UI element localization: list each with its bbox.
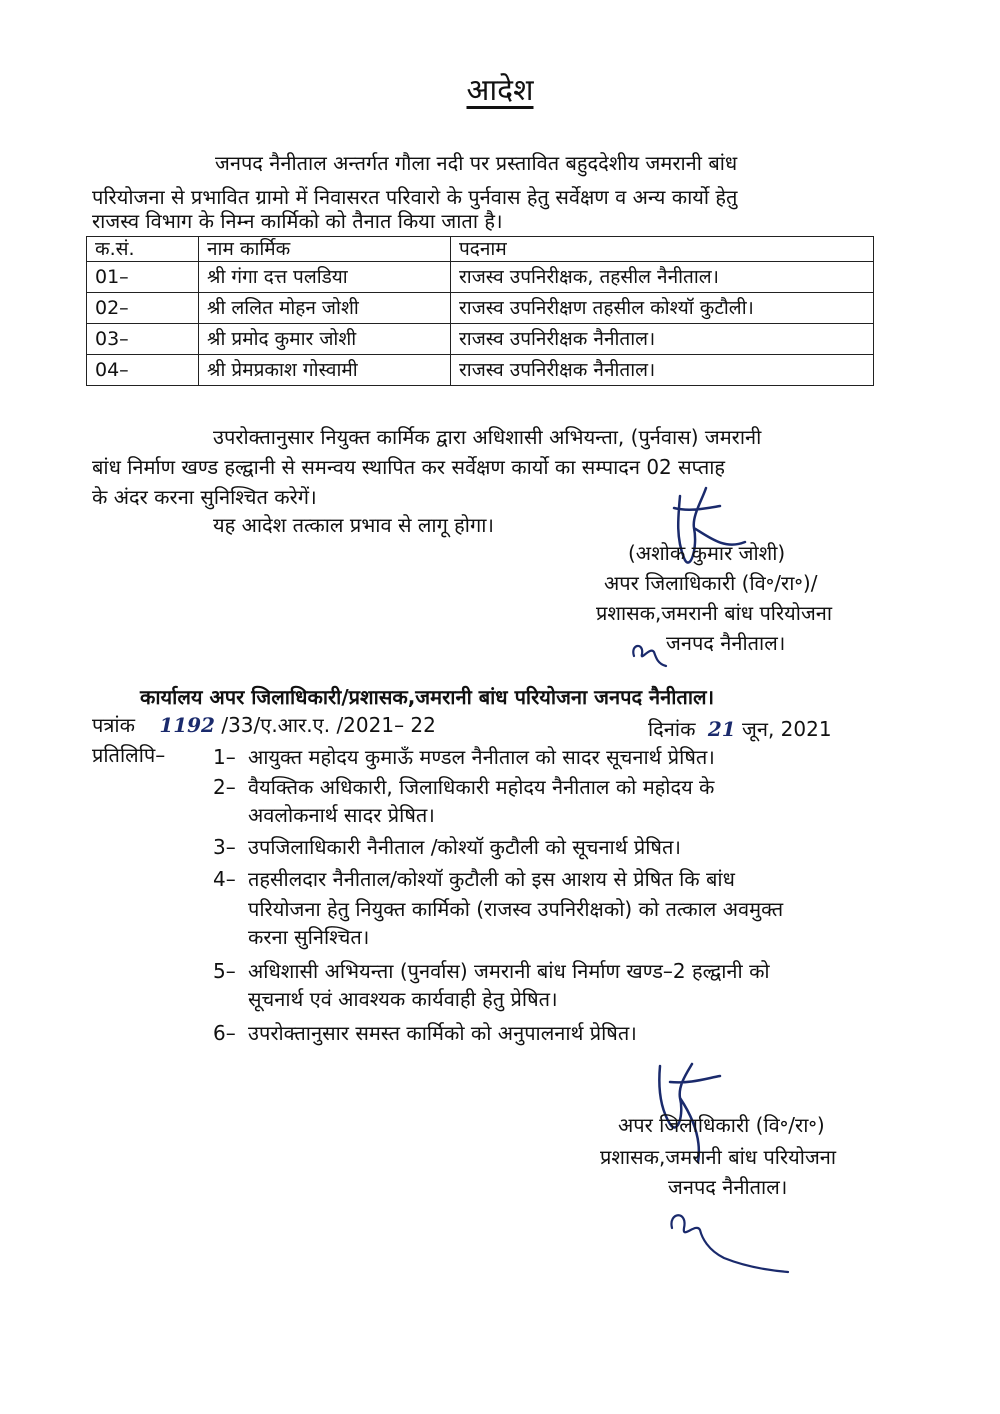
cell-designation: राजस्व उपनिरीक्षक नैनीताल। bbox=[451, 355, 874, 386]
signatory2-district: जनपद नैनीताल। bbox=[668, 1175, 788, 1199]
copy-label: प्रतिलिपि– bbox=[92, 743, 166, 767]
table-row bbox=[87, 355, 874, 386]
cell-serial: 02– bbox=[87, 293, 199, 324]
date-day: 21 bbox=[707, 717, 736, 741]
cell-serial: 04– bbox=[87, 355, 199, 386]
table-row bbox=[87, 262, 874, 293]
copy-3-line-1: उपजिलाधिकारी नैनीताल /कोश्यॉ कुटौली को सूचनार्थ प्रेषित। bbox=[248, 835, 681, 859]
document-title: आदेश bbox=[466, 73, 534, 108]
cell-designation: राजस्व उपनिरीक्षक नैनीताल। bbox=[451, 324, 874, 355]
copy-2-line-2: अवलोकनार्थ सादर प्रेषित। bbox=[248, 803, 435, 827]
reference-rest: /33/ए.आर.ए. /2021– 22 bbox=[221, 713, 436, 737]
copy-4-line-2: परियोजना हेतु नियुक्त कार्मिको (राजस्व उपनिरीक्षको) को तत्काल अवमुक्त bbox=[248, 897, 784, 921]
reference-number: 1192 bbox=[159, 713, 215, 737]
copy-6-line-1: उपरोक्तानुसार समस्त कार्मिको को अनुपालनार्थ प्रेषित। bbox=[248, 1021, 637, 1045]
staff-table bbox=[86, 236, 874, 386]
cell-serial: 01– bbox=[87, 262, 199, 293]
copy-no-4: 4– bbox=[213, 867, 236, 891]
cell-name: श्री प्रमोद कुमार जोशी bbox=[199, 324, 451, 355]
signatory-district: जनपद नैनीताल। bbox=[666, 631, 786, 655]
cell-name: श्री गंगा दत्त पलडिया bbox=[199, 262, 451, 293]
copy-4-line-3: करना सुनिश्चित। bbox=[248, 925, 370, 949]
header-serial: क.सं. bbox=[87, 237, 199, 262]
cell-designation: राजस्व उपनिरीक्षण तहसील कोश्यॉ कुटौली। bbox=[451, 293, 874, 324]
copy-4-line-1: तहसीलदार नैनीताल/कोश्यॉ कुटौली को इस आशय से प्रेषित कि बांध bbox=[248, 867, 735, 891]
cell-designation: राजस्व उपनिरीक्षक, तहसील नैनीताल। bbox=[451, 262, 874, 293]
copy-5-line-2: सूचनार्थ एवं आवश्यक कार्यवाही हेतु प्रेषित। bbox=[248, 987, 558, 1011]
cell-name: श्री प्रेमप्रकाश गोस्वामी bbox=[199, 355, 451, 386]
initials-mark-1 bbox=[628, 636, 668, 670]
table-row bbox=[87, 324, 874, 355]
table-row bbox=[87, 293, 874, 324]
effect-line: यह आदेश तत्काल प्रभाव से लागू होगा। bbox=[213, 513, 495, 537]
signatory-name: (अशोक कुमार जोशी) bbox=[628, 541, 786, 565]
copy-1-line-1: आयुक्त महोदय कुमाऊँ मण्डल नैनीताल को सादर सूचनार्थ प्रेषित। bbox=[248, 745, 715, 769]
intro-line-1: जनपद नैनीताल अन्तर्गत गौला नदी पर प्रस्तावित बहुददेशीय जमरानी बांध bbox=[215, 151, 738, 175]
signatory2-designation-2: प्रशासक,जमरानी बांध परियोजना bbox=[600, 1145, 837, 1169]
header-designation: पदनाम bbox=[451, 237, 874, 262]
copy-2-line-1: वैयक्तिक अधिकारी, जिलाधिकारी महोदय नैनीताल को महोदय के bbox=[248, 775, 715, 799]
copy-no-5: 5– bbox=[213, 959, 236, 983]
date-label: दिनांक bbox=[648, 717, 696, 741]
reference-line bbox=[92, 708, 436, 742]
initials-mark-2 bbox=[664, 1206, 794, 1276]
intro-line-2: परियोजना से प्रभावित ग्रामो में निवासरत परिवारो के पुर्नवास हेतु सर्वेक्षण व अन्य कार्यो हेतु bbox=[92, 185, 738, 209]
signatory-designation-2: प्रशासक,जमरानी बांध परियोजना bbox=[596, 601, 833, 625]
date-month-year: जून, 2021 bbox=[742, 717, 832, 741]
intro-line-3: राजस्व विभाग के निम्न कार्मिको को तैनात किया जाता है। bbox=[92, 209, 503, 233]
header-name: नाम कार्मिक bbox=[199, 237, 451, 262]
copy-no-1: 1– bbox=[213, 745, 236, 769]
reference-label: पत्रांक bbox=[92, 713, 135, 737]
table-header-row bbox=[87, 237, 874, 262]
instruction-line-2: बांध निर्माण खण्ड हल्द्वानी से समन्वय स्थापित कर सर्वेक्षण कार्यो का सम्पादन 02 सप्ताह bbox=[92, 455, 726, 479]
copy-5-line-1: अधिशासी अभियन्ता (पुनर्वास) जमरानी बांध निर्माण खण्ड–2 हल्द्वानी को bbox=[248, 959, 770, 983]
cell-name: श्री ललित मोहन जोशी bbox=[199, 293, 451, 324]
signatory2-designation-1: अपर जिलाधिकारी (वि॰/रा॰) bbox=[618, 1113, 825, 1137]
copy-no-6: 6– bbox=[213, 1021, 236, 1045]
instruction-line-1: उपरोक्तानुसार नियुक्त कार्मिक द्वारा अधिशासी अभियन्ता, (पुर्नवास) जमरानी bbox=[213, 425, 762, 449]
copy-no-2: 2– bbox=[213, 775, 236, 799]
instruction-line-3: के अंदर करना सुनिश्चित करेगें। bbox=[92, 485, 317, 509]
cell-serial: 03– bbox=[87, 324, 199, 355]
office-heading: कार्यालय अपर जिलाधिकारी/प्रशासक,जमरानी बांध परियोजना जनपद नैनीताल। bbox=[140, 685, 715, 709]
copy-no-3: 3– bbox=[213, 835, 236, 859]
signatory-designation-1: अपर जिलाधिकारी (वि॰/रा॰)/ bbox=[604, 571, 818, 595]
